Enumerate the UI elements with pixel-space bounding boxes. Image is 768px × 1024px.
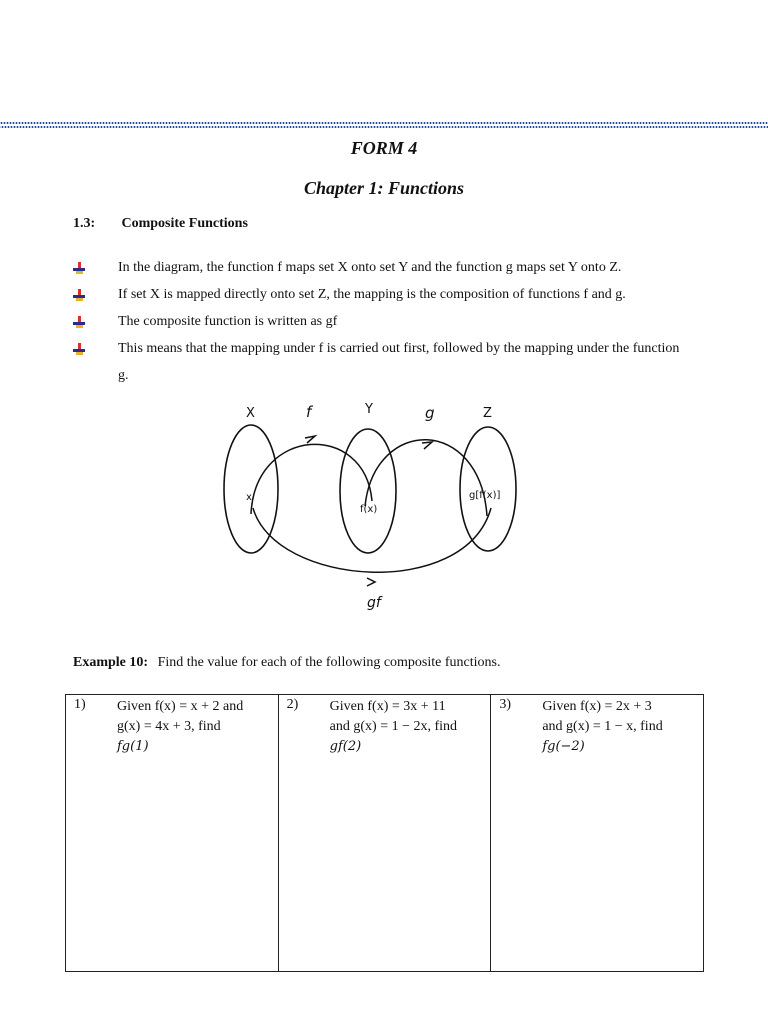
question-cell [66, 695, 279, 972]
question-number: 2) [286, 697, 299, 712]
bullet-list [73, 254, 693, 389]
set-x-oval [224, 425, 278, 553]
question-cell [491, 695, 704, 972]
question-line: Given f(x) = x + 2 and [117, 699, 244, 714]
question-cell [278, 695, 491, 972]
section-title: Composite Functions [121, 216, 248, 231]
table-row [66, 695, 704, 972]
bullet-item [73, 281, 693, 308]
questions-table [65, 694, 704, 972]
question-line: Given f(x) = 3x + 11 [329, 699, 446, 714]
form-title: FORM 4 [350, 138, 418, 158]
bullet-text: The composite function is written as gf [118, 314, 338, 329]
g-arrow [365, 440, 487, 516]
section-number: 1.3: [73, 216, 96, 231]
element-gfx-label: g[f(x)] [469, 490, 501, 501]
question-target: fg(−2) [542, 739, 585, 754]
g-arrowhead-icon [422, 442, 432, 449]
element-x-label: x [246, 492, 252, 503]
gf-arrow [253, 508, 491, 572]
question-line: and g(x) = 1 − 2x, find [329, 719, 458, 734]
question-target: fg(1) [117, 739, 149, 754]
question-line: g(x) = 4x + 3, find [117, 719, 221, 734]
arrow-bullet-icon [73, 316, 85, 328]
arrow-bullet-icon [73, 289, 85, 301]
bullet-item [73, 335, 693, 389]
gf-arrowhead-icon [367, 578, 375, 586]
set-z-oval [460, 427, 516, 551]
f-arrow [251, 444, 372, 514]
element-fx-label: f(x) [360, 504, 378, 515]
header-dotted-rule [0, 121, 768, 131]
question-text [542, 697, 662, 757]
chapter-title: Chapter 1: Functions [303, 178, 465, 198]
bullet-text: If set X is mapped directly onto set Z, the mapping is the composition of functions f and g. [118, 287, 626, 302]
question-number: 1) [74, 697, 86, 712]
gf-arrow-label: gf [367, 595, 381, 611]
set-y-label: Y [365, 402, 373, 417]
bullet-item [73, 254, 693, 281]
f-arrow-label: f [306, 403, 312, 421]
question-line: and g(x) = 1 − x, find [542, 719, 663, 734]
mapping-diagram [215, 396, 525, 616]
arrow-bullet-icon [73, 262, 85, 274]
question-target: gf(2) [329, 739, 362, 754]
question-text [117, 697, 243, 757]
section-heading [73, 216, 248, 232]
f-arrowhead-icon [305, 436, 315, 443]
bullet-text: In the diagram, the function f maps set X onto set Y and the function g maps set Y onto Z. [118, 260, 622, 275]
bullet-text: This means that the mapping under f is carried out first, followed by the mapping under the function g. [118, 341, 680, 383]
g-arrow-label: g [425, 404, 435, 422]
question-text [330, 697, 457, 757]
bullet-item [73, 308, 693, 335]
question-number: 3) [499, 697, 511, 712]
example-label: Example 10: [73, 655, 149, 670]
question-line: Given f(x) = 2x + 3 [542, 699, 652, 714]
set-x-label: X [246, 406, 255, 421]
example-instruction: Find the value for each of the following composite functions. [157, 655, 501, 670]
arrow-bullet-icon [73, 343, 85, 355]
example-heading [73, 655, 500, 671]
set-z-label: Z [483, 406, 492, 421]
